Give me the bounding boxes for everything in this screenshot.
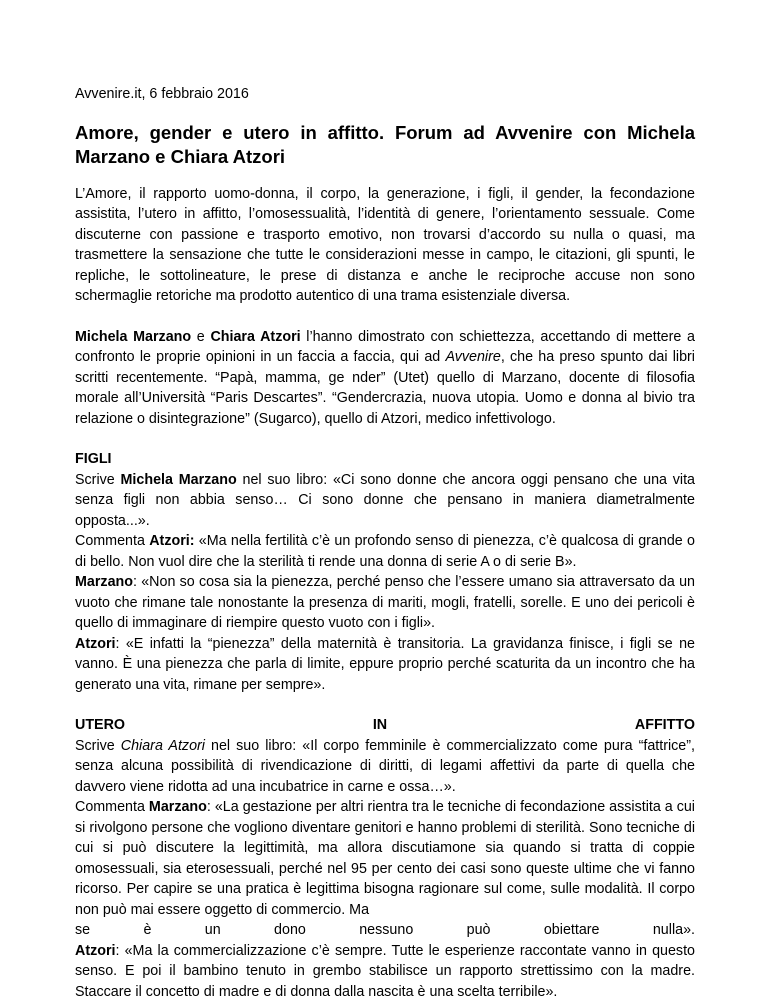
figli-quote-author: Michela Marzano: [121, 472, 237, 488]
word: un: [205, 920, 221, 941]
figli-comment-text: «Ma nella fertilità c’è un profondo senso di pienezza, c’è qualcosa di grande o di bello. Non vuol dire che la sterilità ti rende una donna di serie A o di serie B».: [75, 533, 695, 570]
figli-quote-intro: Scrive: [75, 472, 121, 488]
article: [75, 84, 695, 1002]
word: dono: [274, 920, 306, 941]
utero-quote-author: Chiara Atzori: [121, 738, 205, 754]
utero-reply-text: : «Ma la commercializzazione c’è sempre. Tutte le esperienze raccontate vanno in questo senso. E poi il bambino tenuto in grembo stabilisce un rapporto strettissimo con la madre. Staccare il concetto di madre e di donna dalla nascita è una scelta terribile».: [75, 943, 695, 1000]
word: nessuno: [359, 920, 413, 941]
figli-reply-atzori: [75, 634, 695, 696]
word: può: [467, 920, 491, 941]
figli-comment-atzori: [75, 531, 695, 572]
section-heading-figli: FIGLI: [75, 449, 695, 470]
figli-reply-marzano: [75, 572, 695, 634]
heading-word: IN: [373, 715, 387, 736]
source-line: Avvenire.it, 6 febbraio 2016: [75, 84, 695, 105]
participants-text-b: , che ha preso spunto dai libri scritti recentemente. “Papà, mamma, ge nder” (Utet) quello di Marzano, docente di filosofia morale all’Università “Paris Descartes”. “Gendercrazia, nuova utopia. Uomo e donna al bivio tra relazione o disintegrazione” (Sugarco), quello di Atzori, medico infettivologo.: [75, 349, 695, 427]
word: se: [75, 920, 90, 941]
figli-quote-text: nel suo libro: «Ci sono donne che ancora oggi pensano che una vita senza figli non abbia senso… Ci sono donne che pensano in maniera diametralmente opposta...».: [75, 472, 695, 529]
utero-reply-speaker: Atzori: [75, 943, 116, 959]
conjunction: e: [191, 329, 210, 345]
section-figli: [75, 449, 695, 695]
name-marzano: Michela Marzano: [75, 329, 191, 345]
figli-reply2-text: : «E infatti la “pienezza” della maternità è transitoria. La gravidanza finisce, i figli se ne vanno. È una pienezza che parla di limite, eppure proprio perché scaturita da un incontro che ha generato una vita, rimane per sempre».: [75, 636, 695, 693]
heading-word: UTERO: [75, 715, 125, 736]
figli-quote: [75, 470, 695, 532]
heading-word: AFFITTO: [635, 715, 695, 736]
participants-text-a: l’hanno dimostrato con schiettezza, accettando di mettere a confronto le proprie opinioni in un faccia a faccia, qui ad: [75, 329, 695, 366]
utero-quote: [75, 736, 695, 798]
word: obiettare: [544, 920, 600, 941]
article-title: Amore, gender e utero in affitto. Forum ad Avvenire con Michela Marzano e Chiara Atzori: [75, 121, 695, 169]
word: è: [143, 920, 151, 941]
figli-reply-text: : «Non so cosa sia la pienezza, perché penso che l’essere umano sia attraversato da un vuoto che rimane tale nonostante la presenza di mariti, mogli, fratelli, sorelle. E uno dei pericoli è quello di immaginare di riempire questo vuoto con i figli».: [75, 574, 695, 631]
intro-paragraph: L’Amore, il rapporto uomo-donna, il corpo, la generazione, i figli, il gender, la fecondazione assistita, l’utero in affitto, l’omosessualità, l’identità di genere, l’orientamento sessuale. Come discuterne con passione e trasporto emotivo, non trovarsi d’accordo su nulla o quasi, ma trasmettere la sensazione che tutte le considerazioni messe in campo, le citazioni, gli spunti, le repliche, le sottolineature, le prese di distanza e anche le reciproche accuse non sono schermaglie retoriche ma prodotto autentico di una trama esistenziale diversa.: [75, 184, 695, 307]
figli-comment-speaker: Atzori:: [149, 533, 194, 549]
utero-comment-marzano: [75, 797, 695, 920]
figli-comment-intro: Commenta: [75, 533, 149, 549]
utero-comment-text: : «La gestazione per altri rientra tra le tecniche di fecondazione assistita a cui si rivolgono persone che vogliono diventare genitori e hanno problemi di sterilità. Sono tecniche di cui si può discutere la legittimità, ma allora discutiamone sia quando si tratta di coppie omosessuali, sia eterosessuali, perché nel 95 per cento dei casi sono queste ultime che vi fanno ricorso. Per capire se una pratica è legittima bisogna ragionare sul come, sulle modalità. Il corpo non può mai essere oggetto di commercio. Ma: [75, 799, 695, 918]
utero-quote-intro: Scrive: [75, 738, 121, 754]
avvenire-name: Avvenire: [445, 349, 500, 365]
section-utero: [75, 715, 695, 1002]
name-atzori: Chiara Atzori: [210, 329, 300, 345]
utero-comment-intro: Commenta: [75, 799, 149, 815]
utero-comment-last-line: [75, 920, 695, 941]
figli-reply-speaker: Marzano: [75, 574, 133, 590]
participants-paragraph: [75, 327, 695, 430]
utero-quote-text: nel suo libro: «Il corpo femminile è commercializzato come pura “fattrice”, senza alcuna possibilità di rivendicazione di diritti, di legami affettivi da parte di quella che davvero viene ridotta ad una incubatrice in carne e ossa…».: [75, 738, 695, 795]
utero-reply-atzori: [75, 941, 695, 1002]
word: nulla».: [653, 920, 695, 941]
section-heading-utero: [75, 715, 695, 736]
figli-reply2-speaker: Atzori: [75, 636, 116, 652]
utero-comment-speaker: Marzano: [149, 799, 207, 815]
